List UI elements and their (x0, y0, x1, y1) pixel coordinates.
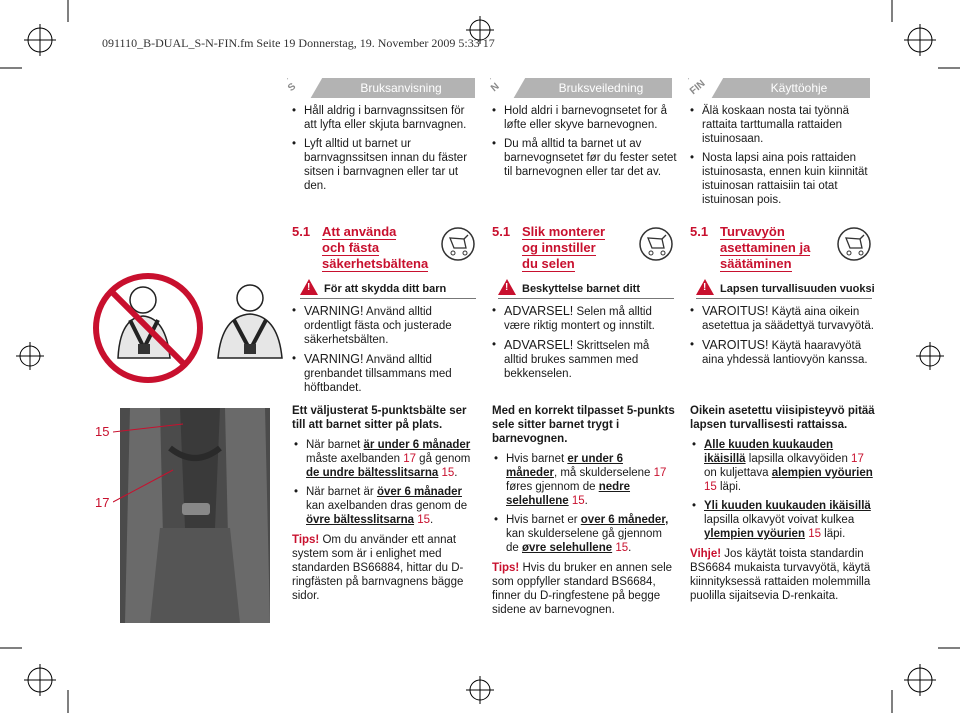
divider (696, 298, 872, 299)
callout-15: 15 (95, 424, 110, 439)
warning-item: • ADVARSEL! Selen må alltid være riktig montert og innstilt. (490, 304, 676, 333)
body-s: Ett väljusterat 5-punktsbälte ser till att barnet sitter på plats. • När barnet är under 6 månader måste axelbanden 17 gå genom de undre bältesslitsarna 15. • När barnet är över 6 månader kan axelbanden dras genom de övre bältesslitsarna 15. Tips! Om du använder ett annat system som är i enlighet med standarden BS66884, hittar du D-ringfästen på barnvagnens bägge sidor. (292, 404, 477, 609)
warning-item: • VARNING! Använd alltid ordentligt fästa och justerade säkerhetsbälten. (290, 304, 476, 347)
bullet: • Hvis barnet er over 6 måneder, kan skulderselene gå gjennom de øvre selehullene 15. (492, 513, 677, 555)
bullet: • Håll aldrig i barnvagnssitsen för att lyfta eller skjuta barnvagnen. (290, 104, 480, 132)
warnings-n (490, 304, 676, 386)
bullet: • När barnet är över 6 månader kan axelbanden dras genom de övre bältesslitsarna 15. (292, 485, 477, 527)
section-title-fin: 5.1 Turvavyön asettaminen ja säätäminen (690, 224, 811, 271)
bullet: • Hold aldri i barnevognsetet for å løfte eller skyve barnevognen. (490, 104, 680, 132)
section-title-n: 5.1 Slik monterer og innstiller du selen (492, 224, 606, 271)
section-title-s: 5.1 Att använda och fästa säkerhetsbältena (292, 224, 429, 271)
bullet: • Hvis barnet er under 6 måneder, må skulderselene 17 føres gjennom de nedre selehullene 15. (492, 452, 677, 508)
bullet: • Alle kuuden kuukauden ikäisillä lapsilla olkavyöiden 17 on kuljettava alempien vyöurien 15 läpi. (690, 438, 875, 494)
warning-icon: ! (300, 279, 318, 295)
callout-leaders (113, 420, 193, 510)
top-bullets-n (490, 104, 680, 184)
wrong-harness-icon (96, 276, 200, 380)
harness-illustration (88, 268, 288, 388)
warning-item: • VAROITUS! Käytä aina oikein asetettua ja säädettyä turvavyötä. (688, 304, 874, 333)
warning-icon: ! (498, 279, 516, 295)
callout-17: 17 (95, 495, 110, 510)
warning-item: • ADVARSEL! Skrittselen må alltid brukes sammen med bekkenselen. (490, 338, 676, 381)
divider (498, 298, 674, 299)
warning-item: • VAROITUS! Käytä haaravyötä aina yhdessä lantiovyön kanssa. (688, 338, 874, 367)
print-header: 091110_B-DUAL_S-N-FIN.fm Seite 19 Donnerstag, 19. November 2009 5:33 17 (102, 36, 495, 50)
bullet: • Älä koskaan nosta tai työnnä rattaita tarttumalla rattaiden istuinosaan. (688, 104, 878, 146)
bullet: • Yli kuuden kuukauden ikäisillä lapsilla olkavyöt voivat kulkea ylempien vyöurien 15 läpi. (690, 499, 875, 541)
stroller-icon (440, 226, 476, 262)
warning-item: • VARNING! Använd alltid grenbandet tillsammans med höftbandet. (290, 352, 476, 395)
lang-bar-n: N Bruksveiledning (490, 78, 672, 98)
body-fin: Oikein asetettu viisipisteyvö pitää lapsen turvallisesti rattaissa. • Alle kuuden kuukauden ikäisillä lapsilla olkavyöiden 17 on kuljettava alempien vyöurien 15 läpi. • Yli kuuden kuukauden ikäisillä lapsilla olkavyöt voivat kulkea ylempien vyöurien 15 läpi. Vihje! Jos käytät toista standardin BS6684 mukaista turvavyötä, käytä kiinnityksessä rattaiden molemmilla puolilla sijaitsevia D-renkaita. (690, 404, 875, 609)
warnings-fin (688, 304, 874, 372)
divider (300, 298, 476, 299)
stroller-icon (638, 226, 674, 262)
top-bullets-s (290, 104, 480, 198)
body-n: Med en korrekt tilpasset 5-punkts sele sitter barnet trygt i barnevognen. • Hvis barnet er under 6 måneder, må skulderselene 17 føres gjennom de nedre selehullene 15. • Hvis barnet er over 6 måneder, kan skulderselene gå gjennom de øvre selehullene 15. Tips! Hvis du bruker en annen sele som oppfyller standard BS6684, finner du D-ringfestene på begge sidene av barnevognen. (492, 404, 677, 623)
correct-harness-icon (218, 285, 282, 358)
warning-icon: ! (696, 279, 714, 295)
lang-bar-s: S Bruksanvisning (287, 78, 475, 98)
bullet: • Du må alltid ta barnet ut av barnevognsetet før du fester setet til barnevognen eller tar det av. (490, 137, 680, 179)
top-bullets-fin (688, 104, 878, 212)
lang-bar-fin: FIN Käyttöohje (688, 78, 870, 98)
bullet: • När barnet är under 6 månader måste axelbanden 17 gå genom de undre bältesslitsarna 15. (292, 438, 477, 480)
bullet: • Nosta lapsi aina pois rattaiden istuinosasta, ennen kuin kiinnität istuinosan rattaisiin tai otat istuinosan pois. (688, 151, 878, 207)
warnings-s (290, 304, 476, 400)
bullet: • Lyft alltid ut barnet ur barnvagnssitsen innan du fäster sitsen i barnvagnen eller tar ut den. (290, 137, 480, 193)
stroller-icon (836, 226, 872, 262)
